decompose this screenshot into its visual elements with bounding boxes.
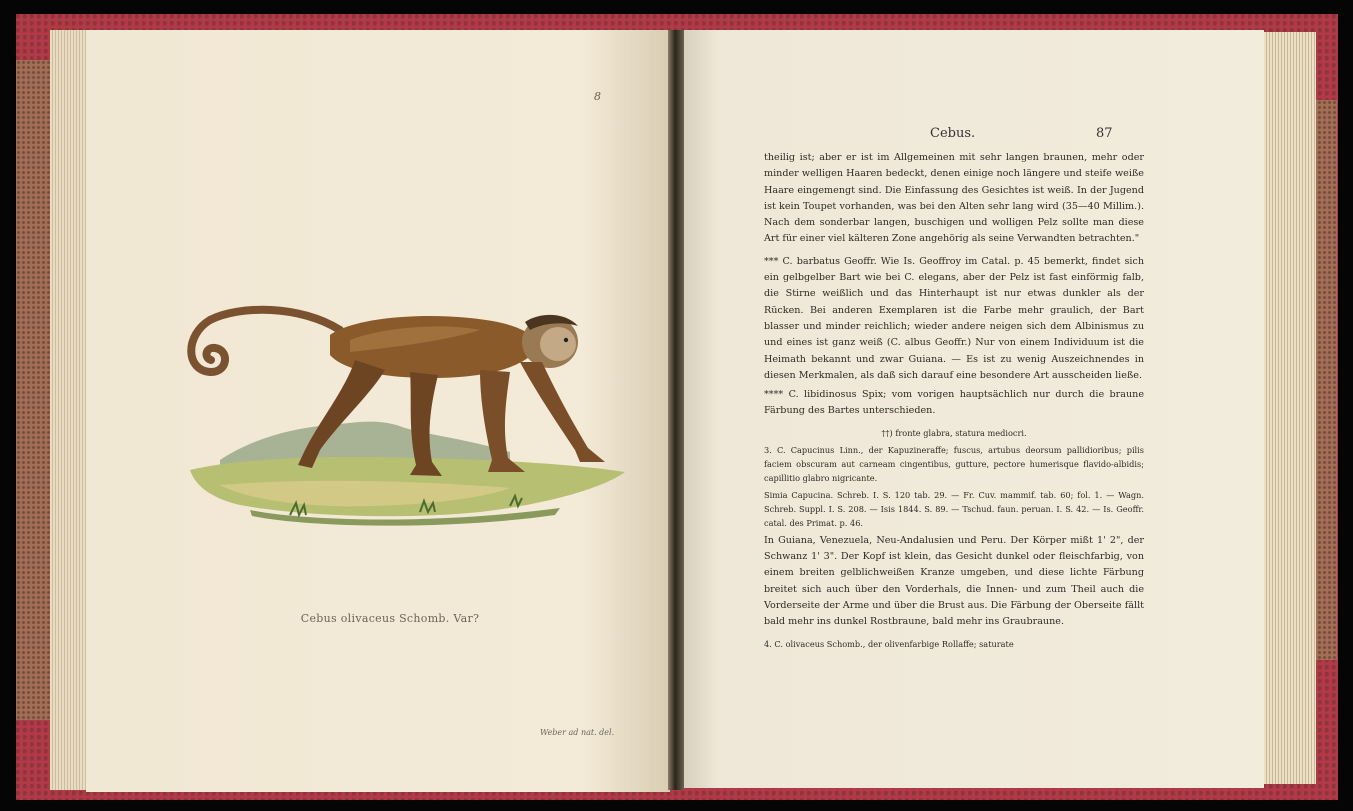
- book-gutter: [668, 30, 684, 790]
- running-head: Cebus.: [930, 126, 976, 141]
- page-edges-left: [50, 30, 90, 790]
- paragraph: In Guiana, Venezuela, Neu-Andalusien und Peru. Der Körper mißt 1' 2", der Schwanz 1' 3". Der Kopf ist klein, das Gesicht dunkel oder fleischfarbig, von einem breiten gelblichweißen Kranze umgeben, und diese lichte Färbung breitet sich auch über den Vorderhals, die Innen- und zum Theil auch die Vorderseite der Arme und über die Brust aus. Die Färbung der Oberseite fällt bald mehr ins dunkel Rostbraune, bald mehr ins Graubraune.: [764, 534, 1144, 628]
- page-text: [764, 150, 1144, 651]
- artist-credit: Weber ad nat. del.: [540, 728, 615, 737]
- species-description: 3. C. Capucinus Linn., der Kapuzineraffe; fuscus, artubus deorsum pallidioribus; pilis faciem obscuram aut carneam cingentibus, gutture, pectore humerisque flavido-albidis; capillitio glabro nigricante.: [764, 444, 1144, 483]
- species-description: 4. C. olivaceus Schomb., der olivenfarbige Rollaffe; saturate: [764, 638, 1014, 649]
- section-heading: ††) fronte glabra, statura mediocri.: [881, 427, 1027, 438]
- page-edges-right: [1258, 32, 1316, 784]
- monkey-illustration: [180, 300, 630, 530]
- references: Simia Capucina. Schreb. I. S. 120 tab. 29. — Fr. Cuv. mammif. tab. 60; fol. 1. — Wagn. Schreb. Suppl. I. S. 208. — Isis 1844. S. 89. — Tschud. faun. peruan. I. S. 42. — Is. Geoffr. catal. des Primat. p. 46.: [764, 489, 1144, 528]
- plate-number: 8: [594, 90, 601, 103]
- paragraph: **** C. libidinosus Spix; vom vorigen hauptsächlich nur durch die braune Färbung des Bartes unterschieden.: [764, 389, 1144, 417]
- plate-caption: Cebus olivaceus Schomb. Var?: [300, 612, 480, 625]
- paragraph: *** C. barbatus Geoffr. Wie Is. Geoffroy im Catal. p. 45 bemerkt, findet sich ein gelbgelber Bart wie bei C. elegans, aber der Pelz ist fast einförmig falb, die Stirne weißlich und das Hinterhaupt ist nur etwas dunkler als der Rücken. Bei anderen Exemplaren ist die Farbe mehr graulich, der Bart blasser und minder reichlich; wieder andere neigen sich dem Albinismus zu und eines ist ganz weiß (C. albus Geoffr.) Nur von einem Individuum ist die Heimath bekannt und zwar Guiana. — Es ist zu wenig Auszeichnendes in diesen Merkmalen, als daß sich darauf eine besondere Art ausscheiden ließe.: [764, 255, 1144, 381]
- page-number: 87: [1096, 126, 1113, 141]
- paragraph: theilig ist; aber er ist im Allgemeinen mit sehr langen braunen, mehr oder minder welligen Haaren bedeckt, denen einige noch längere und steife weiße Haare eingemengt sind. Die Einfassung des Gesichtes ist weiß. In der Jugend ist kein Toupet vorhanden, was bei den Alten sehr lang wird (35—40 Millim.). Nach dem sonderbar langen, buschigen und wolligen Pelz sollte man diese Art für einer viel kälteren Zone angehörig als seine Verwandten betrachten.": [764, 152, 1144, 245]
